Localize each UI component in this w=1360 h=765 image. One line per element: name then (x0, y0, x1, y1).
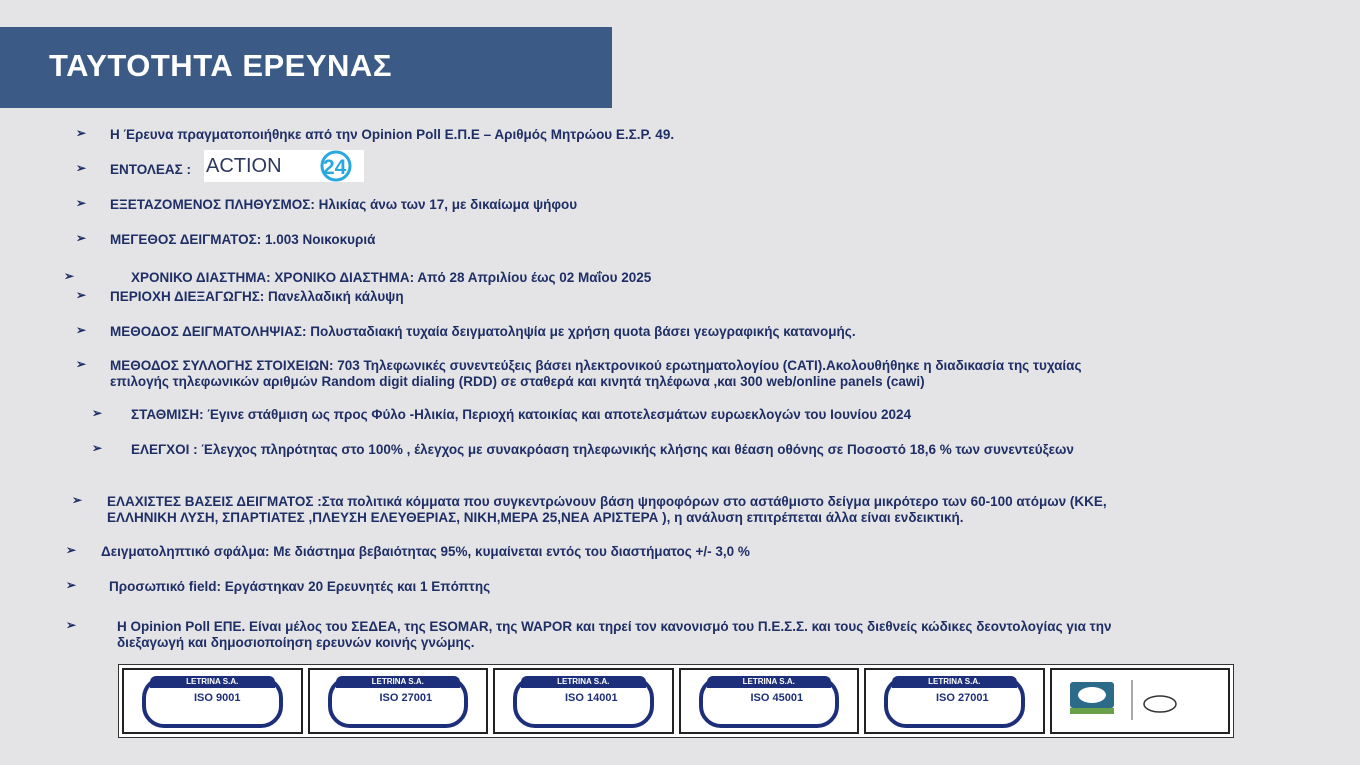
arrow-right-icon: ➢ (76, 126, 87, 140)
arrow-right-icon: ➢ (66, 618, 77, 632)
bullet-population: ΕΞΕΤΑΖΟΜΕΝΟΣ ΠΛΗΘΥΣΜΟΣ: Ηλικίας άνω των 17, με δικαίωμα ψήφου (110, 197, 578, 212)
certificate-brand: LETRINA S.A. (521, 676, 646, 688)
certificates-strip (118, 664, 1234, 738)
certificate-label: ISO 45001 (750, 692, 804, 704)
certificate-label: ISO 14001 (565, 692, 618, 704)
bullet-collection-method-line1: ΜΕΘΟΔΟΣ ΣΥΛΛΟΓΗΣ ΣΤΟΙΧΕΙΩΝ: 703 Τηλεφωνικές συνεντεύξεις βάσει ηλεκτρονικού ερωτηματολογίου (CATI).Ακολουθήθηκε η διαδικασία της τυχαίας (110, 358, 1082, 373)
action24-logo (204, 150, 364, 182)
bullet-min-bases-line2: ΕΛΛΗΝΙΚΗ ΛΥΣΗ, ΣΠΑΡΤΙΑΤΕΣ ,ΠΛΕΥΣΗ ΕΛΕΥΘΕΡΙΑΣ, ΝΙΚΗ,ΜΕΡΑ 25,ΝΕΑ ΑΡΙΣΤΕΡΑ ), η ανάλυση επιτρέπεται άλλα είναι ενδεικτική. (107, 510, 964, 525)
arrow-right-icon: ➢ (64, 269, 75, 283)
certificate-brand: LETRINA S.A. (892, 676, 1017, 688)
certificate-label: ISO 27001 (936, 692, 989, 704)
arrow-right-icon: ➢ (92, 406, 103, 420)
arrow-right-icon: ➢ (76, 231, 87, 245)
arrow-right-icon: ➢ (66, 578, 77, 592)
certificate-brand: LETRINA S.A. (150, 676, 275, 688)
bullet-membership-line1: Η Opinion Poll ΕΠΕ. Είναι μέλος του ΣΕΔΕΑ, της ESOMAR, της WAPOR και τηρεί τον κανονισμό του Π.Ε.Σ.Σ. και τους διεθνείς κώδικες δεοντολογίας για την (117, 619, 1112, 634)
certificate-brand: LETRINA S.A. (336, 676, 461, 688)
arrow-right-icon: ➢ (66, 543, 77, 557)
eqa-logo-icon (1052, 670, 1192, 728)
certificate-iso9001 (122, 668, 303, 734)
certificate-iso45001 (679, 668, 860, 734)
arrow-right-icon: ➢ (92, 441, 103, 455)
bullet-checks: ΕΛΕΓΧΟΙ : Έλεγχος πληρότητας στο 100% , έλεγχος με συνακρόαση τηλεφωνικής κλήσης και θέαση οθόνης σε Ποσοστό 18,6 % των συνεντεύξεων (131, 442, 1074, 457)
bullet-sample-size: ΜΕΓΕΘΟΣ ΔΕΙΓΜΑΤΟΣ: 1.003 Νοικοκυριά (110, 232, 376, 247)
certificate-iso27001-second (864, 668, 1045, 734)
bullet-field-staff: Προσωπικό field: Εργάστηκαν 20 Ερευνητές και 1 Επόπτης (109, 579, 491, 594)
certificate-brand: LETRINA S.A. (707, 676, 832, 688)
arrow-right-icon: ➢ (76, 288, 87, 302)
bullet-client: ΕΝΤΟΛΕΑΣ : (110, 162, 191, 177)
certificate-label: ISO 27001 (379, 692, 433, 704)
certification-logos-eqa (1050, 668, 1231, 734)
certificate-iso27001 (308, 668, 489, 734)
bullet-time-period: ΧΡΟΝΙΚΟ ΔΙΑΣΤΗΜΑ: ΧΡΟΝΙΚΟ ΔΙΑΣΤΗΜΑ: Από 28 Απριλίου έως 02 Μαΐου 2025 (131, 270, 652, 285)
bullet-sampling-error: Δειγματοληπτικό σφάλμα: Με διάστημα βεβαιότητας 95%, κυμαίνεται εντός του διαστήματος +/- 3,0 % (101, 544, 750, 559)
bullet-survey-company: Η Έρευνα πραγματοποιήθηκε από την Opinion Poll Ε.Π.Ε – Αριθμός Μητρώου Ε.Σ.Ρ. 49. (110, 127, 675, 142)
arrow-right-icon: ➢ (76, 196, 87, 210)
page-title: ΤΑΥΤΟΤΗΤΑ ΕΡΕΥΝΑΣ (49, 48, 392, 83)
bullet-weighting: ΣΤΑΘΜΙΣΗ: Έγινε στάθμιση ως προς Φύλο -Ηλικία, Περιοχή κατοικίας και αποτελεσμάτων ευρωεκλογών του Ιουνίου 2024 (131, 407, 912, 422)
bullet-sampling-method: ΜΕΘΟΔΟΣ ΔΕΙΓΜΑΤΟΛΗΨΙΑΣ: Πολυσταδιακή τυχαία δειγματοληψία με χρήση quota βάσει γεωγραφικής κατανομής. (110, 324, 856, 339)
bullet-membership-line2: διεξαγωγή και δημοσιοποίηση ερευνών κοινής γνώμης. (117, 635, 475, 650)
certificate-iso14001 (493, 668, 674, 734)
logo-text: ACTION (206, 155, 282, 177)
arrow-right-icon: ➢ (72, 493, 83, 507)
bullet-min-bases-line1: ΕΛΑΧΙΣΤΕΣ ΒΑΣΕΙΣ ΔΕΙΓΜΑΤΟΣ :Στα πολιτικά κόμματα που συγκεντρώνουν βάση ψηφοφόρων στο αστάθμιστο δείγμα μικρότερο των 60-100 ατόμων (ΚΚΕ, (107, 494, 1107, 509)
certificate-label: ISO 9001 (194, 692, 241, 704)
arrow-right-icon: ➢ (76, 357, 87, 371)
bullet-region: ΠΕΡΙΟΧΗ ΔΙΕΞΑΓΩΓΗΣ: Πανελλαδική κάλυψη (110, 289, 404, 304)
logo-number: 24 (323, 156, 347, 179)
arrow-right-icon: ➢ (76, 323, 87, 337)
bullet-collection-method-line2: επιλογής τηλεφωνικών αριθμών Random digit dialing (RDD) σε σταθερά και κινητά τηλέφωνα ,και 300 web/online panels (cawi) (110, 374, 925, 389)
arrow-right-icon: ➢ (76, 161, 87, 175)
